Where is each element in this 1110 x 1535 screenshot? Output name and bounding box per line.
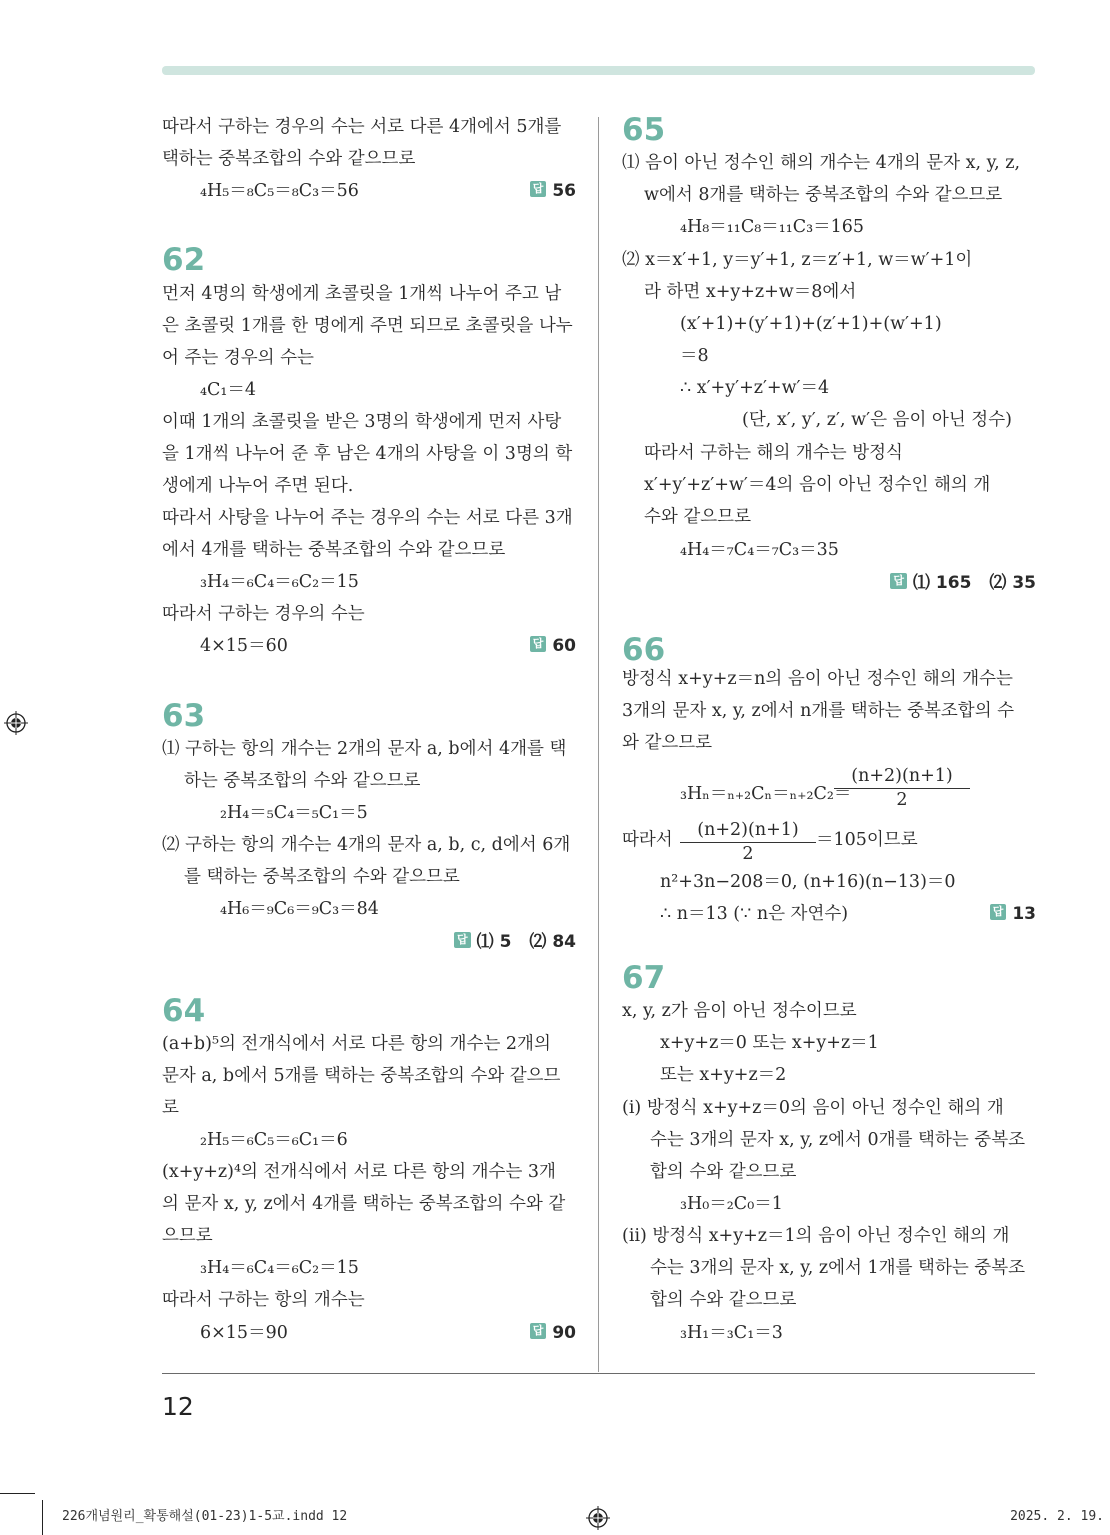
text-line: 방정식 x+y+z＝n의 음이 아닌 정수인 해의 개수는	[622, 669, 1013, 689]
text-line: 의 문자 x, y, z에서 4개를 택하는 중복조합의 수와 같	[162, 1194, 566, 1214]
text-line: ⑴ 구하는 항의 개수는 2개의 문자 a, b에서 4개를 택	[162, 739, 567, 759]
problem-number-63: 63	[162, 698, 206, 734]
answer-badge	[990, 898, 1036, 930]
text-line: (단, x′, y′, z′, w′은 음이 아닌 정수)	[742, 410, 1012, 430]
text-line: (ⅱ) 방정식 x+y+z＝1의 음이 아닌 정수인 해의 개	[622, 1226, 1010, 1246]
fraction-denominator: 2	[896, 790, 908, 810]
text-line: ⑵ x＝x′+1, y＝y′+1, z＝z′+1, w＝w′+1이	[622, 250, 973, 270]
text-line: 따라서 구하는 경우의 수는 서로 다른 4개에서 5개를	[162, 117, 562, 137]
text-line: 와 같으므로	[622, 733, 713, 753]
text-line: 로	[162, 1098, 179, 1118]
answer-tag: 답	[530, 181, 547, 197]
formula-line: ∴ n＝13 (∵ n은 자연수)	[660, 904, 849, 924]
answer-value: 56	[552, 181, 576, 201]
formula-line: 4×15＝60	[200, 636, 288, 656]
answer-value: 60	[552, 636, 576, 656]
text-line: 먼저 4명의 학생에게 초콜릿을 1개씩 나누어 주고 남	[162, 284, 562, 304]
text-line: 으므로	[162, 1226, 213, 1246]
crop-mark	[0, 1493, 35, 1494]
crop-mark	[42, 1500, 43, 1535]
text-line: 를 택하는 중복조합의 수와 같으므로	[184, 867, 460, 887]
text-line: 따라서 구하는 해의 개수는 방정식	[644, 443, 903, 463]
answer-value: ⑴ 165	[913, 573, 972, 593]
answer-badge	[454, 926, 576, 958]
answer-value: 90	[552, 1323, 576, 1343]
formula-line: ₃Hₙ＝ₙ₊₂Cₙ＝ₙ₊₂C₂＝	[680, 784, 852, 804]
formula-line: 또는 x+y+z＝2	[660, 1065, 787, 1085]
text-line: w에서 8개를 택하는 중복조합의 수와 같으므로	[644, 185, 1003, 205]
answer-value: ⑵ 35	[989, 573, 1036, 593]
text-line: 따라서 구하는 경우의 수는	[162, 604, 365, 624]
bottom-rule	[162, 1373, 1035, 1374]
fraction	[834, 764, 970, 811]
formula-line: ∴ x′+y′+z′+w′＝4	[680, 378, 830, 398]
answer-badge	[530, 1317, 576, 1349]
answer-value: 13	[1012, 904, 1036, 924]
formula-line: ＝8	[680, 346, 709, 366]
text-line: 에서 4개를 택하는 중복조합의 수와 같으므로	[162, 540, 506, 560]
text-line: 3개의 문자 x, y, z에서 n개를 택하는 중복조합의 수	[622, 701, 1015, 721]
text-line: 을 1개씩 나누어 준 후 남은 4개의 사탕을 이 3명의 학	[162, 444, 573, 464]
problem-number-64: 64	[162, 993, 206, 1029]
text-line: 따라서 사탕을 나누어 주는 경우의 수는 서로 다른 3개	[162, 508, 573, 528]
formula-line: (x′+1)+(y′+1)+(z′+1)+(w′+1)	[680, 314, 942, 334]
text-line: x, y, z가 음이 아닌 정수이므로	[622, 1001, 857, 1021]
text-line: 문자 a, b에서 5개를 택하는 중복조합의 수와 같으므	[162, 1066, 561, 1086]
formula-line: ₄C₁＝4	[200, 380, 257, 400]
answer-value: ⑵ 84	[529, 932, 576, 952]
answer-tag: 답	[530, 1323, 547, 1339]
text-line: (a+b)⁵의 전개식에서 서로 다른 항의 개수는 2개의	[162, 1034, 551, 1054]
formula-line: ₃H₄＝₆C₄＝₆C₂＝15	[200, 572, 359, 592]
formula-line: ₂H₄＝₅C₄＝₅C₁＝5	[220, 803, 368, 823]
text-line: 라 하면 x+y+z+w＝8에서	[644, 282, 857, 302]
text-line: 따라서	[622, 830, 673, 850]
formula-line: ₃H₄＝₆C₄＝₆C₂＝15	[200, 1258, 359, 1278]
formula-line: 6×15＝90	[200, 1323, 288, 1343]
fraction-numerator: (n+2)(n+1)	[697, 820, 799, 840]
text-line: ⑵ 구하는 항의 개수는 4개의 문자 a, b, c, d에서 6개	[162, 835, 571, 855]
text-line: 생에게 나누어 주면 된다.	[162, 476, 354, 496]
registration-mark-icon	[586, 1506, 610, 1530]
footer-date: 2025. 2. 19.	[1010, 1509, 1104, 1524]
answer-tag: 답	[530, 636, 547, 652]
problem-number-66: 66	[622, 632, 666, 668]
text-line: 합의 수와 같으므로	[650, 1162, 797, 1182]
text-line: (ⅰ) 방정식 x+y+z＝0의 음이 아닌 정수인 해의 개	[622, 1098, 1004, 1118]
text-line: 하는 중복조합의 수와 같으므로	[184, 771, 421, 791]
fraction-denominator: 2	[742, 844, 754, 864]
answer-tag: 답	[890, 573, 907, 589]
formula-line: ₂H₅＝₆C₅＝₆C₁＝6	[200, 1130, 348, 1150]
column-divider	[598, 117, 599, 1372]
answer-value: ⑴ 5	[476, 932, 512, 952]
formula-line: ₃H₀＝₂C₀＝1	[680, 1194, 783, 1214]
footer-filename: 226개념원리_확통해설(01-23)1-5교.indd 12	[62, 1509, 348, 1524]
text-line: 어 주는 경우의 수는	[162, 348, 314, 368]
answer-badge	[530, 175, 576, 207]
answer-tag: 답	[454, 932, 471, 948]
answer-badge	[890, 567, 1036, 599]
text-line: 합의 수와 같으므로	[650, 1290, 797, 1310]
formula-line: ₃H₁＝₃C₁＝3	[680, 1323, 783, 1343]
text-line: (x+y+z)⁴의 전개식에서 서로 다른 항의 개수는 3개	[162, 1162, 556, 1182]
formula-line: x+y+z＝0 또는 x+y+z＝1	[660, 1033, 879, 1053]
formula-line: ₄H₆＝₉C₆＝₉C₃＝84	[220, 899, 379, 919]
formula-line: n²+3n−208＝0, (n+16)(n−13)＝0	[660, 872, 956, 892]
text-line: 수와 같으므로	[644, 507, 751, 527]
top-accent-bar	[162, 66, 1035, 75]
text-line: 이때 1개의 초콜릿을 받은 3명의 학생에게 먼저 사탕	[162, 412, 562, 432]
problem-number-62: 62	[162, 242, 206, 278]
formula-line: ₄H₅＝₈C₅＝₈C₃＝56	[200, 181, 359, 201]
formula-line: ₄H₄＝₇C₄＝₇C₃＝35	[680, 540, 839, 560]
text-line: 수는 3개의 문자 x, y, z에서 0개를 택하는 중복조	[650, 1130, 1026, 1150]
text-line: ⑴ 음이 아닌 정수인 해의 개수는 4개의 문자 x, y, z,	[622, 153, 1021, 173]
fraction-numerator: (n+2)(n+1)	[851, 766, 953, 786]
text-line: 택하는 중복조합의 수와 같으므로	[162, 149, 416, 169]
problem-number-67: 67	[622, 960, 666, 996]
text-line: x′+y′+z′+w′＝4의 음이 아닌 정수인 해의 개	[644, 475, 991, 495]
registration-mark-icon	[4, 711, 28, 735]
text-line: ＝105이므로	[816, 830, 918, 850]
text-line: 수는 3개의 문자 x, y, z에서 1개를 택하는 중복조	[650, 1258, 1026, 1278]
text-line: 은 초콜릿 1개를 한 명에게 주면 되므로 초콜릿을 나누	[162, 316, 573, 336]
page-number: 12	[162, 1392, 194, 1421]
problem-number-65: 65	[622, 112, 666, 148]
answer-badge	[530, 630, 576, 662]
text-line: 따라서 구하는 항의 개수는	[162, 1290, 365, 1310]
formula-line: ₄H₈＝₁₁C₈＝₁₁C₃＝165	[680, 217, 865, 237]
fraction	[680, 818, 816, 865]
answer-tag: 답	[990, 904, 1007, 920]
